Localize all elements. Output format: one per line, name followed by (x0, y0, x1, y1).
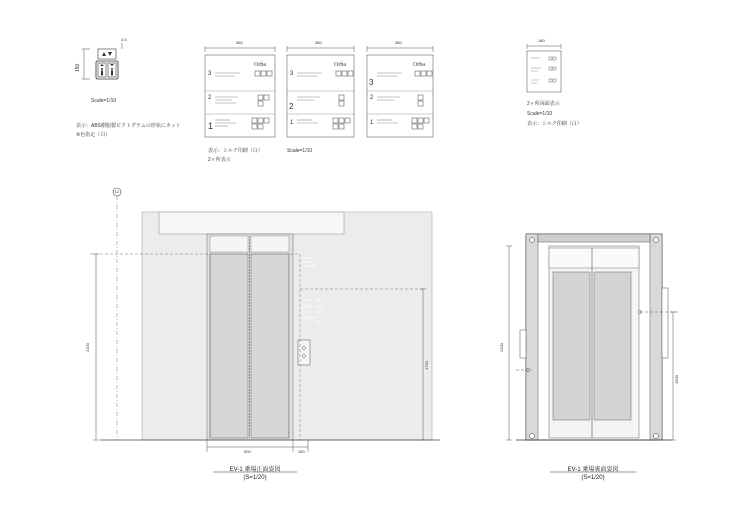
floor-panel-1 (205, 46, 275, 137)
panel2-width: 360 (315, 40, 322, 45)
icon-note-sub: ※色指定（白） (76, 132, 111, 138)
panel3-width: 360 (395, 40, 402, 45)
floor-panel-3 (367, 46, 433, 137)
panel1-width: 360 (236, 40, 243, 45)
small-panel-count: 2ヶ所両面表示 (527, 101, 560, 107)
elevator-pictogram-icon (96, 49, 118, 79)
panel2-floor-3: 3 (290, 71, 294, 77)
side-height-dim: 2100 (499, 343, 504, 352)
panel3-floor-2: 2 (370, 95, 374, 101)
small-panel-display: 表示：シルク印刷（白） (527, 121, 582, 127)
panel1-floor-3: 3 (208, 71, 212, 77)
small-panel-scale: Scale=1/10 (527, 111, 553, 117)
icon-scale: Scale=1/10 (91, 98, 117, 104)
front-door-width: 900 (244, 449, 251, 454)
panels-note-count: 2ヶ所表示 (208, 157, 231, 163)
side-elevation-scale: (S=1/20) (581, 475, 605, 481)
panel3-logo: Orba (413, 62, 425, 68)
panel3-floor-3: 3 (369, 78, 374, 87)
side-elevation (506, 234, 678, 440)
panel1-floor-1: 1 (208, 121, 214, 131)
side-right-dim: 1900 (674, 375, 679, 384)
panels-note-display: 表示：シルク印刷（白） (208, 148, 263, 154)
panel1-floor-2: 2 (208, 95, 212, 101)
panel2-logo: Orba (334, 62, 346, 68)
floor-panel-2 (287, 46, 354, 137)
icon-note-main: 表示：ABS樹脂製ピクトグラムの形状にカット (76, 123, 181, 129)
front-side-width: 150 (298, 449, 305, 454)
panel3-floor-1: 1 (370, 120, 374, 126)
small-panel (527, 44, 561, 92)
panel2-floor-2: 2 (289, 102, 294, 111)
panel2-floor-1: 1 (290, 120, 294, 126)
front-elevation-title: EV-1 乗場正面姿図 (229, 467, 281, 473)
front-height-dim: 2100 (85, 343, 90, 352)
front-elevation (90, 196, 440, 452)
grid-label: 12 (114, 189, 119, 194)
panels-scale: Scale=1/10 (287, 148, 313, 154)
icon-dim-height: 150 (75, 63, 81, 72)
panel1-logo: Orba (254, 62, 266, 68)
icon-dim-top: 4.5 (121, 37, 127, 42)
front-right-dim: 1750 (424, 361, 429, 370)
small-panel-width: 180 (538, 38, 545, 43)
front-elevation-scale: (S=1/20) (243, 475, 267, 481)
side-elevation-title: EV-1 乗場裏面姿図 (567, 467, 619, 473)
